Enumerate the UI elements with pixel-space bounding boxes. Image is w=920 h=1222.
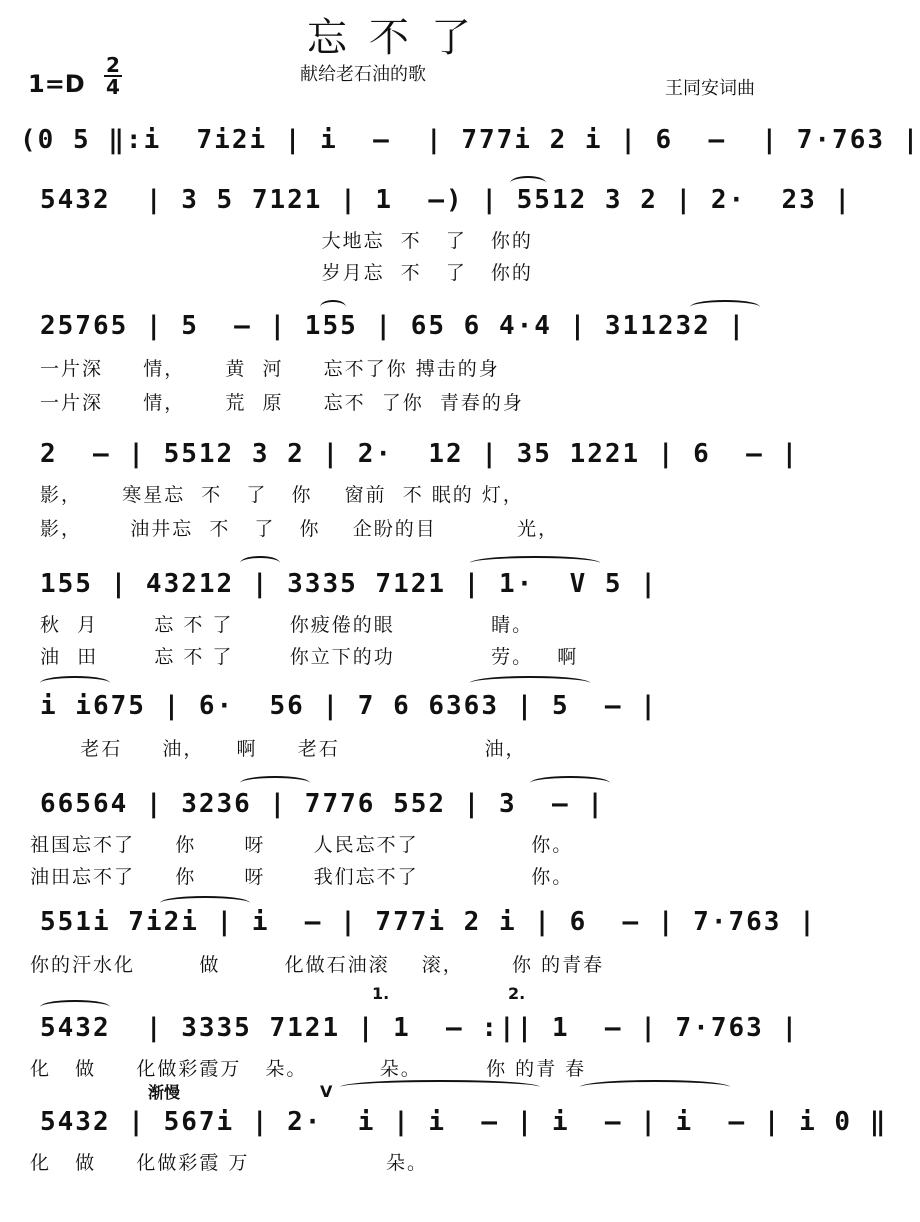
slur-mark: [240, 556, 280, 570]
time-signature: [104, 53, 122, 99]
song-subtitle: 献给老石油的歌: [300, 64, 426, 85]
slur-mark: [530, 776, 610, 790]
lyrics-line-5-verse-1: 老石 油， 啊 老石 油，: [40, 738, 527, 760]
slur-mark: [40, 1000, 110, 1014]
time-top: 2: [106, 53, 120, 77]
song-title: 忘不了: [307, 15, 493, 61]
lyrics-line-4-verse-1: 秋 月 忘 不 了 你疲倦的眼 睛。: [40, 614, 534, 636]
slur-mark: [510, 176, 546, 190]
lyrics-line-2-verse-1: 一片深 情， 黄 河 忘不了你 搏击的身: [40, 358, 500, 380]
lyrics-line-4-verse-2: 油 田 忘 不 了 你立下的功 劳。 啊: [40, 646, 579, 668]
lyrics-line-7-verse-1: 你的汗水化 做 化做石油滚 滚， 你 的青春: [30, 954, 605, 976]
breath-mark: V: [320, 1082, 333, 1101]
lyrics-line-3-verse-2: 影， 油井忘 不 了 你 企盼的目 光，: [40, 518, 560, 540]
notes-line-0: (0 5 ‖:i 7i2i | i – | 777i 2 i | 6 – | 7·763 |: [20, 125, 920, 155]
slur-mark: [320, 300, 346, 314]
notes-line-8: 5432 | 3335 7121 | 1 – :|| 1 – | 7·763 |: [40, 1013, 800, 1043]
notes-line-3: 2 – | 5512 3 2 | 2· 12 | 35 1221 | 6 – |: [40, 439, 800, 469]
notes-line-2: 25765 | 5 – | 155 | 65 6 4·4 | 311232 |: [40, 311, 747, 341]
notes-line-4: 155 | 43212 | 3335 7121 | 1· V 5 |: [40, 569, 658, 599]
lyrics-line-8-verse-1: 化 做 化做彩霞万 朵。 朵。 你 的青 春: [30, 1058, 587, 1080]
slur-mark: [240, 776, 310, 790]
slur-mark: [470, 556, 600, 570]
notes-line-5: i i675 | 6· 56 | 7 6 6363 | 5 – |: [40, 691, 658, 721]
slur-mark: [470, 676, 590, 690]
volta-1: 1.: [372, 984, 390, 1003]
notes-line-1: 5432 | 3 5 7121 | 1 –) | 5512 3 2 | 2· 23 |: [40, 185, 853, 215]
slur-mark: [40, 676, 110, 690]
lyrics-line-3-verse-1: 影， 寒星忘 不 了 你 窗前 不 眠的 灯，: [40, 484, 524, 506]
key-signature: 1=D: [28, 70, 85, 98]
song-credit: 王同安词曲: [665, 78, 755, 99]
lyrics-line-1-verse-2: 岁月忘 不 了 你的: [0, 262, 533, 284]
lyrics-line-6-verse-1: 祖国忘不了 你 呀 人民忘不了 你。: [30, 834, 574, 856]
slur-mark: [690, 300, 760, 314]
volta-2: 2.: [508, 984, 526, 1003]
notes-line-7: 551i 7i2i | i – | 777i 2 i | 6 – | 7·763 |: [40, 907, 817, 937]
slur-mark: [580, 1080, 730, 1094]
time-bottom: 4: [106, 75, 120, 99]
lyrics-line-6-verse-2: 油田忘不了 你 呀 我们忘不了 你。: [30, 866, 574, 888]
lyrics-line-1-verse-1: 大地忘 不 了 你的: [0, 230, 533, 252]
tempo-mark: 渐慢: [148, 1083, 181, 1102]
slur-mark: [160, 896, 250, 910]
lyrics-line-9-verse-1: 化 做 化做彩霞 万 朵。: [30, 1152, 429, 1174]
notes-line-6: 66564 | 3236 | 7776 552 | 3 – |: [40, 789, 605, 819]
notes-line-9: 5432 | 567i | 2· i | i – | i – | i – | i 0 ‖: [40, 1107, 888, 1137]
lyrics-line-2-verse-2: 一片深 情， 荒 原 忘不 了你 青春的身: [40, 392, 524, 414]
slur-mark: [340, 1080, 540, 1094]
